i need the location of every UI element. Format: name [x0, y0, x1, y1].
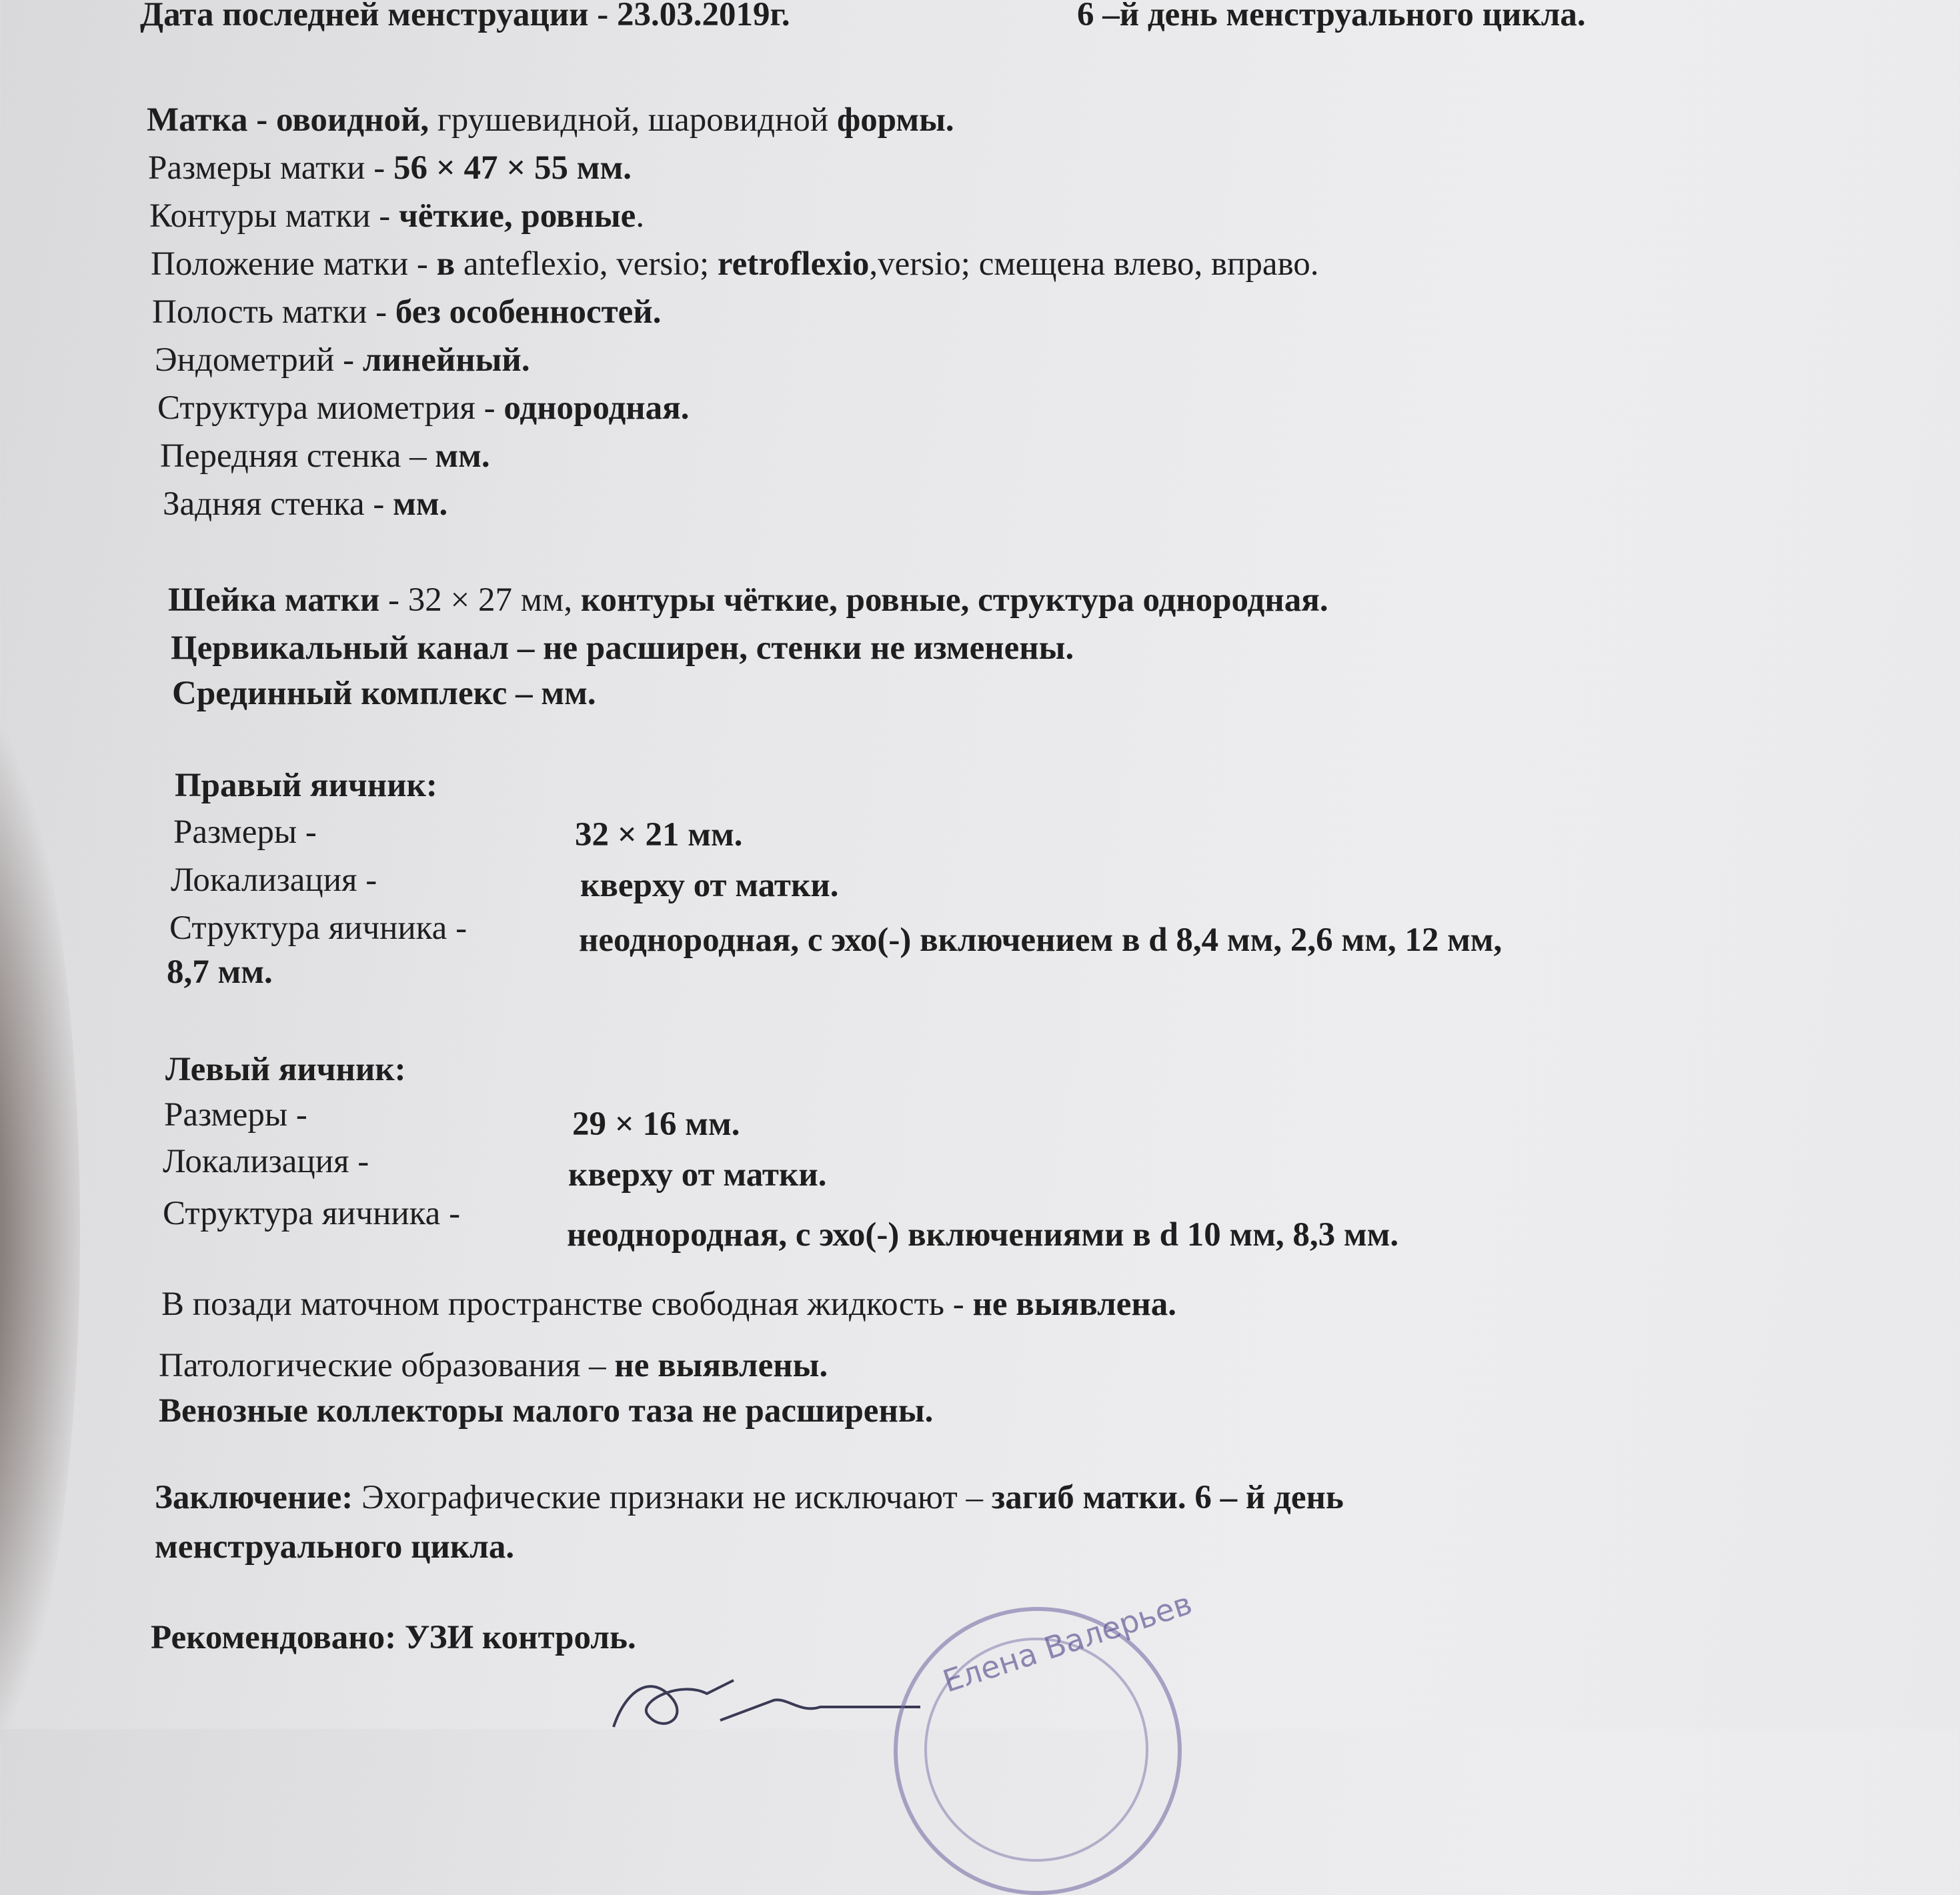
right-ovary-title: Правый яичник: — [175, 767, 437, 804]
right-ovary-loc-value: кверху от матки. — [580, 867, 839, 904]
uterus-cavity-line — [152, 292, 661, 332]
cervix-tail: контуры чёткие, ровные, структура однородная. — [580, 581, 1328, 619]
left-ovary-loc-label: Локализация - — [163, 1143, 369, 1180]
free-fluid-value: не выявлена. — [972, 1286, 1177, 1323]
front-wall-line — [160, 436, 490, 476]
left-ovary-size-label: Размеры - — [164, 1096, 307, 1134]
uterus-position-in: в — [436, 245, 455, 283]
cervix-label: Шейка матки — [168, 581, 380, 619]
pathology-line — [159, 1346, 828, 1386]
left-ovary-title: Левый яичник: — [165, 1051, 406, 1088]
conclusion-line — [155, 1478, 1344, 1518]
myometrium-label: Структура миометрия - — [157, 389, 504, 427]
stamp — [894, 1585, 1196, 1895]
right-ovary-loc-label: Локализация - — [171, 861, 377, 899]
free-fluid-line — [161, 1284, 1176, 1324]
uterus-shape-suffix: формы. — [836, 101, 954, 139]
uterus-size-value: 56 × 47 × 55 мм. — [393, 149, 632, 187]
conclusion-line-2: менструального цикла. — [155, 1528, 515, 1566]
uterus-position-line — [151, 244, 1319, 284]
conclusion-text: Эхографические признаки не исключают – — [353, 1479, 992, 1516]
recommendation-value: УЗИ контроль. — [396, 1619, 636, 1656]
stamp-text: Елена Валерьев — [938, 1585, 1196, 1700]
signature — [600, 1660, 934, 1734]
uterus-size-line — [148, 148, 632, 188]
left-ovary-struct-label: Структура яичника - — [163, 1195, 461, 1232]
uterus-position-mid: anteflexio, versio; — [455, 245, 718, 283]
cervical-canal-line: Цервикальный канал – не расширен, стенки не изменены. — [171, 629, 1074, 667]
myometrium-line — [157, 388, 689, 428]
pathology-label: Патологические образования – — [159, 1347, 615, 1384]
recommendation-label: Рекомендовано: — [151, 1619, 397, 1656]
back-wall-label: Задняя стенка - — [163, 485, 393, 523]
cycle-day-line: 6 –й день менструального цикла. — [1077, 0, 1586, 33]
uterus-cavity-value: без особенностей. — [395, 293, 662, 331]
cervix-size: - 32 × 27 мм, — [379, 581, 581, 619]
uterus-contours-line — [149, 196, 644, 236]
uterus-position-retro: retroflexio — [717, 245, 870, 283]
endometrium-label: Эндометрий - — [155, 341, 363, 379]
right-ovary-struct-value: неоднородная, с эхо(-) включением в d 8,4 мм, 2,6 мм, 12 мм, — [579, 921, 1503, 959]
endometrium-line — [155, 340, 530, 380]
uterus-contours-value: чёткие, ровные — [398, 197, 636, 235]
back-wall-value: мм. — [393, 485, 448, 523]
right-ovary-size-label: Размеры - — [173, 813, 317, 851]
left-ovary-struct-value: неоднородная, с эхо(-) включениями в d 10 мм, 8,3 мм. — [567, 1216, 1399, 1254]
right-ovary-struct-cont: 8,7 мм. — [167, 954, 273, 991]
uterus-position-tail: ,versio; смещена влево, вправо. — [869, 245, 1319, 283]
uterus-contours-label: Контуры матки - — [149, 197, 399, 235]
last-period-line: Дата последней менструации - 23.03.2019г. — [140, 0, 790, 33]
uterus-shape-label: Матка - овоидной, — [147, 101, 429, 139]
cervix-line — [168, 580, 1328, 620]
endometrium-value: линейный. — [362, 341, 530, 379]
front-wall-value: мм. — [435, 437, 490, 475]
left-ovary-size-value: 29 × 16 мм. — [572, 1106, 740, 1143]
free-fluid-label: В позади маточном пространстве свободная жидкость - — [161, 1286, 973, 1323]
uterus-shape-options: грушевидной, шаровидной — [429, 101, 837, 139]
front-wall-label: Передняя стенка – — [160, 437, 435, 475]
conclusion-label: Заключение: — [155, 1479, 353, 1516]
median-complex-line: Срединный комплекс – мм. — [172, 675, 596, 712]
uterus-position-label: Положение матки - — [151, 245, 437, 283]
right-ovary-struct-label: Структура яичника - — [169, 909, 467, 947]
pathology-value: не выявлены. — [614, 1347, 828, 1384]
veins-line: Венозные коллекторы малого таза не расширены. — [159, 1392, 934, 1430]
uterus-shape-line — [147, 100, 954, 140]
conclusion-bold: загиб матки. 6 – й день — [991, 1479, 1344, 1516]
myometrium-value: однородная. — [504, 389, 690, 427]
left-ovary-loc-value: кверху от матки. — [568, 1156, 827, 1194]
uterus-cavity-label: Полость матки - — [152, 293, 395, 331]
uterus-contours-dot: . — [636, 197, 645, 235]
uterus-size-label: Размеры матки - — [148, 149, 393, 187]
recommendation-line — [151, 1618, 636, 1658]
back-wall-line — [163, 484, 447, 524]
right-ovary-size-value: 32 × 21 мм. — [575, 816, 743, 853]
